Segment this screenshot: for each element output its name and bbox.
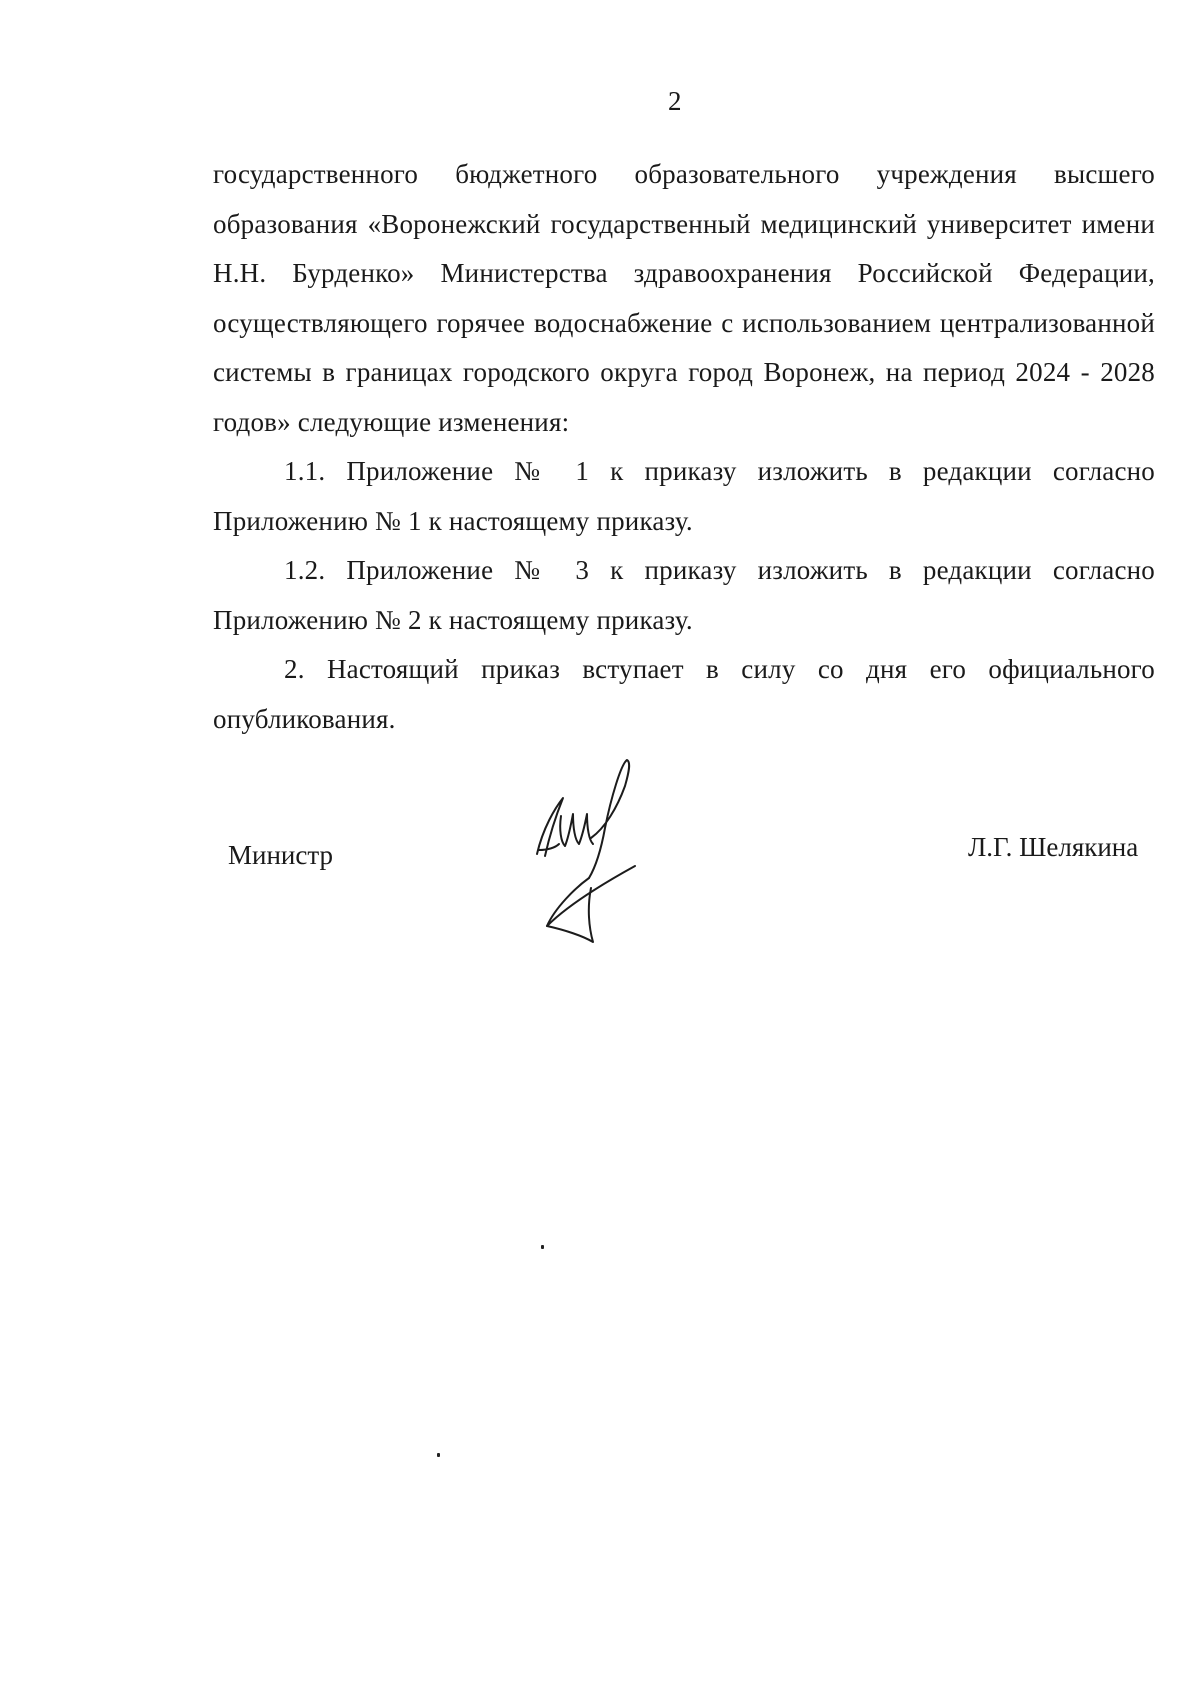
scan-speck [541, 1245, 544, 1249]
paragraph-continuation: государственного бюджетного образовательного учреждения высшего образования «Воронежский государственный медицинский университет имени Н.Н. Бурденко» Министерства здравоохранения Российской Федерации, осуществляющего горячее водоснабжение с использованием централизованной системы в границах городского округа город Воронеж, на период 2024 - 2028 годов» следующие изменения: [213, 159, 1155, 437]
paragraph-item-1-2: 1.2. Приложение № 3 к приказу изложить в редакции согласно Приложению № 2 к настоящему приказу. [213, 555, 1155, 635]
handwritten-signature [525, 758, 695, 958]
signatory-title: Министр [228, 840, 333, 870]
paragraph-item-1-1: 1.1. Приложение № 1 к приказу изложить в редакции согласно Приложению № 1 к настоящему приказу. [213, 456, 1155, 536]
page-number: 2 [668, 86, 682, 116]
scan-speck [437, 1453, 440, 1457]
paragraph-item-2: 2. Настоящий приказ вступает в силу со дня его официального опубликования. [213, 654, 1155, 734]
signatory-name: Л.Г. Шелякина [968, 832, 1139, 862]
document-body [213, 150, 1155, 744]
